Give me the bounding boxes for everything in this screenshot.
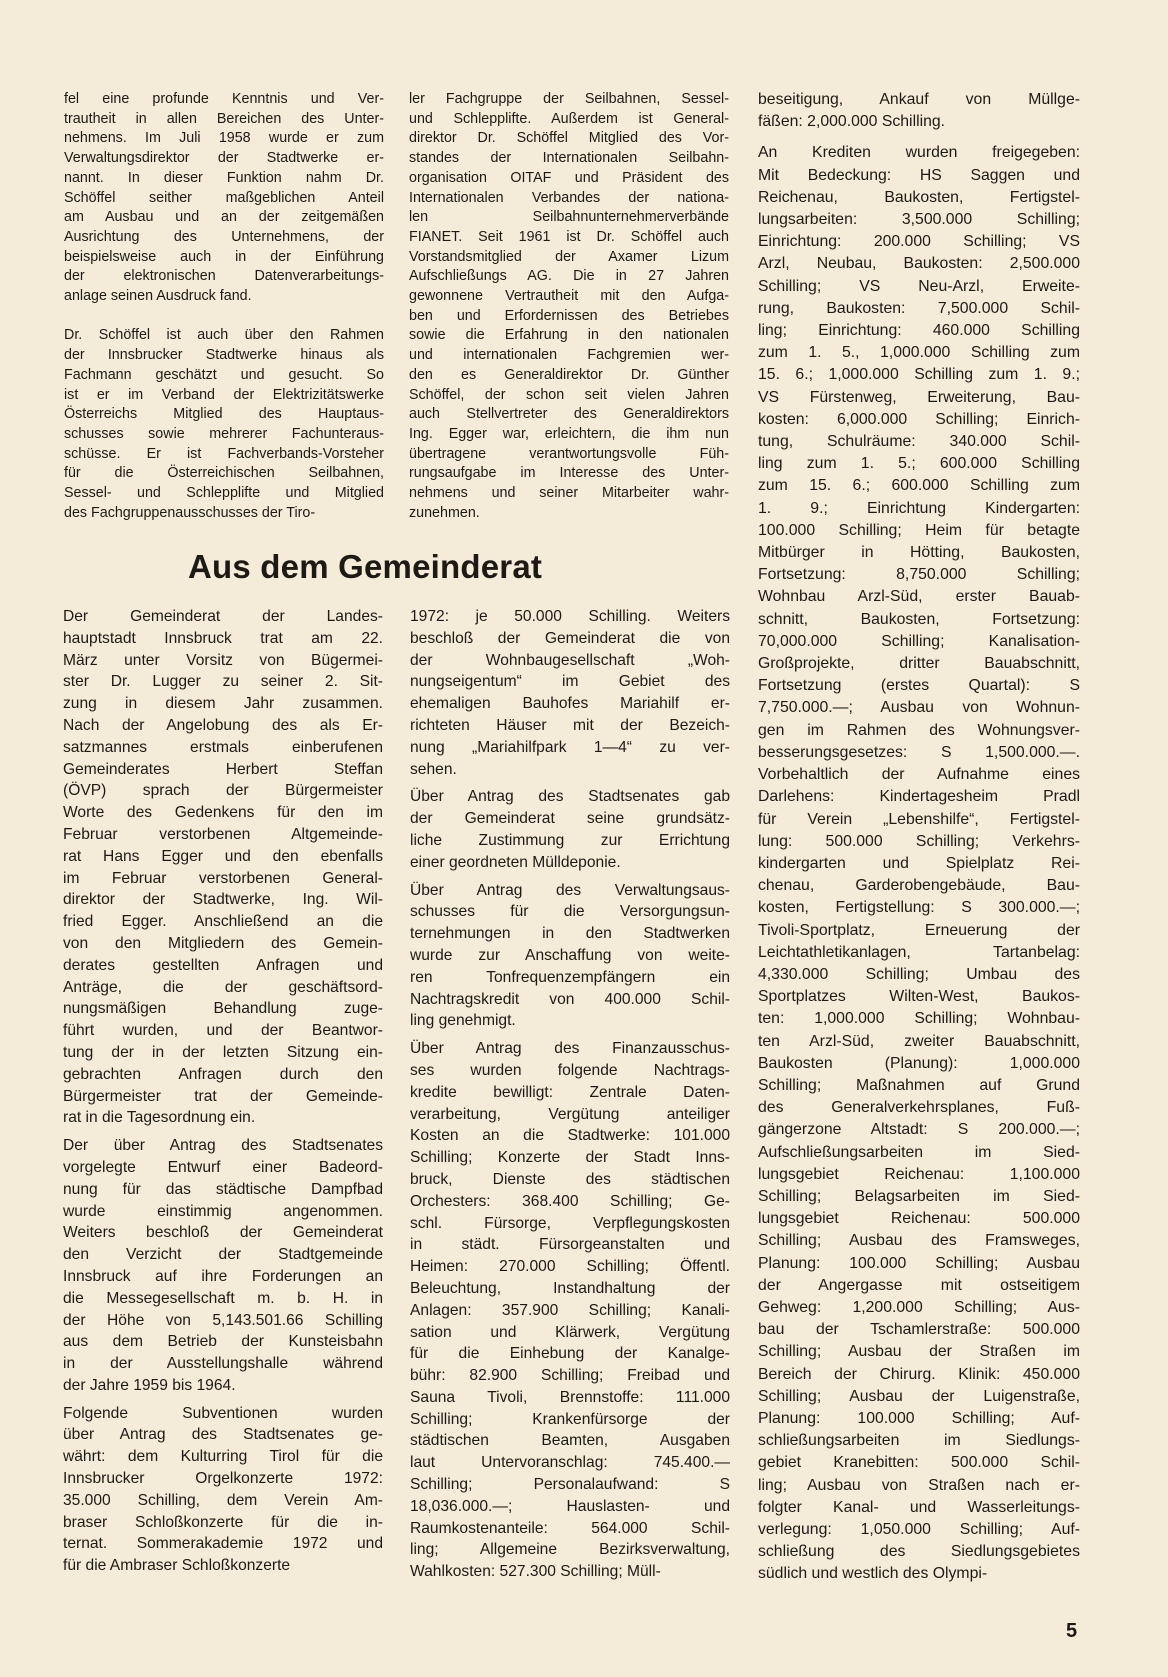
- text-line: lungsgebiet Reichenau: 1,100.000: [758, 1165, 1080, 1183]
- text-line: Baukosten (Planung): 1,000.000: [758, 1054, 1080, 1072]
- text-line: im Februar verstorbenen General-: [63, 869, 383, 887]
- text-line: nehmens. Im Juli 1958 wurde er zum: [64, 130, 384, 147]
- text-line: wurde einstimmig angenommen.: [63, 1202, 383, 1220]
- paragraph: [410, 606, 730, 780]
- text-line: sowie die Erfahrung in den nationalen: [409, 327, 729, 344]
- paragraph: [410, 1038, 730, 1583]
- text-line: ling; Ausbau von Straßen nach er-: [758, 1476, 1080, 1494]
- text-line: der Jahre 1959 bis 1964.: [63, 1376, 236, 1394]
- text-line: schusses für die Versorgungsun-: [410, 903, 730, 921]
- text-line: direktor der Stadtwerke, Ing. Wil-: [63, 891, 383, 909]
- text-line: gängerzone Altstadt: S 200.000.—;: [758, 1121, 1080, 1139]
- paragraph: [758, 89, 1080, 133]
- text-line: ehemaligen Bauhofes Mariahilf er-: [410, 695, 730, 713]
- text-line: Fortsetzung: 8,750.000 Schilling;: [758, 566, 1080, 584]
- text-line: nannt. In dieser Funktion nahm Dr.: [64, 169, 384, 186]
- text-line: Mitbürger in Hötting, Baukosten,: [758, 544, 1080, 562]
- text-line: 100.000 Schilling; Heim für betagte: [758, 521, 1080, 539]
- text-line: Schilling; Ausbau der Straßen im: [758, 1343, 1080, 1361]
- text-line: bühr: 82.900 Schilling; Freibad und: [410, 1367, 730, 1385]
- text-line: Innsbruck auf ihre Forderungen an: [63, 1267, 383, 1285]
- text-line: nungsmäßigen Behandlung zuge-: [63, 1000, 383, 1018]
- text-line: kosten, Fertigstellung: S 300.000.—;: [758, 899, 1080, 917]
- text-line: Gemeinderates Herbert Steffan: [63, 760, 383, 778]
- text-line: Schilling; VS Neu-Arzl, Erweite-: [758, 277, 1080, 295]
- text-line: Sessel- und Schlepplifte und Mitglied: [64, 485, 384, 502]
- text-line: für die Einhebung der Kanalge-: [410, 1345, 730, 1363]
- text-line: braser Schloßkonzerte für die in-: [63, 1513, 383, 1531]
- text-line: besserungsgesetzes: S 1,500.000.—.: [758, 743, 1080, 761]
- text-line: schusses sowie mehrerer Fachunteraus-: [64, 425, 384, 442]
- text-line: Weiters beschloß der Gemeinderat: [63, 1224, 383, 1242]
- text-line: 7,750.000.—; Ausbau von Wohnun-: [758, 699, 1080, 717]
- text-line: rung, Baukosten: 7,500.000 Schil-: [758, 299, 1080, 317]
- text-line: von den Mitgliedern des Gemein-: [63, 934, 383, 952]
- text-line: Schöffel, der schon seit vielen Jahren: [409, 386, 729, 403]
- text-line: Der Gemeinderat der Landes-: [63, 608, 383, 625]
- text-line: und internationalen Fachgremien wer-: [409, 347, 729, 364]
- text-line: Internationalen Verbandes der nationa-: [409, 189, 729, 206]
- text-line: schl. Fürsorge, Verpflegungskosten: [410, 1214, 730, 1232]
- text-line: Wohnbau Arzl-Süd, erster Bauab-: [758, 588, 1080, 606]
- text-line: ster Dr. Lugger zu seiner 2. Sit-: [63, 673, 383, 691]
- text-line: Dr. Schöffel ist auch über den Rahmen: [64, 327, 384, 344]
- text-line: vorgelegte Entwurf einer Badeord-: [63, 1158, 383, 1176]
- text-line: folgter Kanal- und Wasserleitungs-: [758, 1498, 1080, 1516]
- text-line: Tivoli-Sportplatz, Erneuerung der: [758, 921, 1080, 939]
- paragraph: [63, 1403, 383, 1577]
- text-line: Kosten an die Stadtwerke: 101.000: [410, 1127, 730, 1145]
- text-line: kredite bewilligt: Zentrale Daten-: [410, 1083, 730, 1101]
- text-line: ten: 1,000.000 Schilling; Wohnbau-: [758, 1010, 1080, 1028]
- text-line: 4,330.000 Schilling; Umbau des: [758, 965, 1080, 983]
- text-line: Großprojekte, dritter Bauabschnitt,: [758, 655, 1080, 673]
- text-line: Februar verstorbenen Altgemeinde-: [63, 825, 383, 843]
- text-line: VS Fürstenweg, Erweiterung, Bau-: [758, 388, 1080, 406]
- text-line: Einrichtung: 200.000 Schilling; VS: [758, 233, 1080, 251]
- text-line: Bereich der Chirurg. Klinik: 450.000: [758, 1365, 1080, 1383]
- text-line: tung der in der letzten Sitzung ein-: [63, 1043, 383, 1061]
- text-line: in städt. Fürsorgeanstalten und: [410, 1236, 730, 1254]
- text-line: 18,036.000.—; Hauslasten- und: [410, 1497, 730, 1515]
- text-line: bau der Tschamlerstraße: 500.000: [758, 1321, 1080, 1339]
- text-line: Aufschließungsarbeiten im Sied-: [758, 1143, 1080, 1161]
- text-line: Über Antrag des Stadtsenates gab: [410, 788, 730, 806]
- text-line: Nachtragskredit von 400.000 Schil-: [410, 990, 730, 1008]
- right-column: [758, 89, 1080, 1586]
- text-line: ist er im Verband der Elektrizitätswerke: [64, 386, 384, 403]
- text-line: standes der Internationalen Seilbahn-: [409, 150, 729, 167]
- text-line: zung in diesem Jahr zusammen.: [63, 695, 383, 713]
- text-line: Worte des Gedenkens für den im: [63, 804, 383, 822]
- text-line: Schilling; Krankenfürsorge der: [410, 1410, 730, 1428]
- text-line: Schilling; Personalaufwand: S: [410, 1476, 730, 1494]
- text-line: ling genehmigt.: [410, 1012, 516, 1030]
- text-line: ternat. Sommerakademie 1972 und: [63, 1535, 383, 1553]
- text-line: Fachmann geschätzt und gesucht. So: [64, 366, 384, 383]
- text-line: für die Österreichischen Seilbahnen,: [64, 465, 384, 482]
- text-line: nehmens und seiner Mitarbeiter wahr-: [409, 485, 729, 502]
- text-line: Der über Antrag des Stadtsenates: [63, 1137, 383, 1155]
- text-line: Arzl, Neubau, Baukosten: 2,500.000: [758, 255, 1080, 273]
- text-line: des Generalverkehrsplanes, Fuß-: [758, 1099, 1080, 1117]
- text-line: Anträge, die der geschäftsord-: [63, 978, 383, 996]
- text-line: der Höhe von 5,143.501.66 Schilling: [63, 1311, 383, 1329]
- text-line: des Fachgruppenausschusses der Tiro-: [64, 504, 316, 521]
- text-line: für die Ambraser Schloßkonzerte: [63, 1557, 291, 1575]
- text-line: der Wohnbaugesellschaft „Woh-: [410, 651, 730, 669]
- text-line: ler Fachgruppe der Seilbahnen, Sessel-: [409, 91, 729, 107]
- text-line: fel eine profunde Kenntnis und Ver-: [64, 91, 384, 107]
- paragraph: [409, 90, 729, 523]
- text-line: lung: 500.000 Schilling; Verkehrs-: [758, 832, 1080, 850]
- text-line: städtischen Beamten, Ausgaben: [410, 1432, 730, 1450]
- text-line: len Seilbahnunternehmerverbände: [409, 209, 729, 226]
- text-line: beispielsweise auch in der Einführung: [64, 248, 384, 265]
- paragraph: [63, 1135, 383, 1397]
- text-line: schließungsarbeiten im Siedlungs-: [758, 1432, 1080, 1450]
- paragraph: [64, 90, 384, 307]
- text-line: gen im Rahmen des Wohnungsver-: [758, 721, 1080, 739]
- text-line: und Schlepplifte. Außerdem ist General-: [409, 110, 729, 127]
- text-line: der Gemeinderat seine grundsätz-: [410, 810, 730, 828]
- text-line: An Krediten wurden freigegeben:: [758, 144, 1080, 162]
- text-line: die Messegesellschaft m. b. H. in: [63, 1289, 383, 1307]
- paragraph: [64, 326, 384, 523]
- text-line: nung für das städtische Dampfbad: [63, 1180, 383, 1198]
- text-line: liche Zustimmung zur Errichtung: [410, 831, 730, 849]
- top-column-2: [409, 90, 729, 523]
- text-line: bruck, Dienste des städtischen: [410, 1170, 730, 1188]
- text-line: Schilling; Ausbau des Framsweges,: [758, 1232, 1080, 1250]
- text-line: ling; Allgemeine Bezirksverwaltung,: [410, 1541, 730, 1559]
- text-line: einer geordneten Mülldeponie.: [410, 853, 621, 871]
- text-line: Leichtathletikanlagen, Tartanbelag:: [758, 943, 1080, 961]
- text-line: 1972: je 50.000 Schilling. Weiters: [410, 608, 730, 625]
- text-line: den Verzicht der Stadtgemeinde: [63, 1246, 383, 1264]
- text-line: ling zum 1. 5.; 600.000 Schilling: [758, 455, 1080, 473]
- paragraph: [63, 606, 383, 1129]
- text-line: Vorbehaltlich der Aufnahme eines: [758, 766, 1080, 784]
- text-line: führt wurden, und der Beantwor-: [63, 1022, 383, 1040]
- text-line: lungsarbeiten: 3,500.000 Schilling;: [758, 211, 1080, 229]
- text-line: tung, Schulräume: 340.000 Schil-: [758, 433, 1080, 451]
- text-line: Darlehens: Kindertagesheim Pradl: [758, 788, 1080, 806]
- text-line: der Angergasse mit ostseitigem: [758, 1276, 1080, 1294]
- text-line: verlegung: 1,050.000 Schilling; Auf-: [758, 1521, 1080, 1538]
- paragraph: [758, 142, 1080, 1585]
- text-line: derates gestellten Anfragen und: [63, 956, 383, 974]
- text-line: ben und Erfordernissen des Betriebes: [409, 307, 729, 324]
- text-line: Innsbrucker Orgelkonzerte 1972:: [63, 1470, 383, 1488]
- text-line: (ÖVP) sprach der Bürgermeister: [63, 782, 383, 800]
- text-line: 35.000 Schilling, dem Verein Am-: [63, 1491, 383, 1509]
- text-line: Schöffel seither maßgeblichen Anteil: [64, 189, 384, 206]
- text-line: sation und Klärwerk, Vergütung: [410, 1323, 730, 1341]
- text-line: für Verein „Lebenshilfe“, Fertigstel-: [758, 810, 1080, 828]
- text-line: kosten: 6,000.000 Schilling; Einrich-: [758, 410, 1080, 428]
- text-line: Gehweg: 1,200.000 Schilling; Aus-: [758, 1298, 1080, 1316]
- text-line: Fortsetzung (erstes Quartal): S: [758, 677, 1080, 695]
- text-line: den es Generaldirektor Dr. Günther: [409, 366, 729, 383]
- text-line: Schilling; Belagsarbeiten im Sied-: [758, 1187, 1080, 1205]
- text-line: zum 15. 6.; 600.000 Schilling zum: [758, 477, 1080, 495]
- text-line: Sauna Tivoli, Brennstoffe: 111.000: [410, 1388, 730, 1406]
- text-line: wurde zur Anschaffung von weite-: [410, 946, 730, 964]
- text-line: schnitt, Baukosten, Fortsetzung:: [758, 610, 1080, 628]
- text-line: ren Tonfrequenzempfängern ein: [410, 968, 730, 986]
- text-line: gewonnene Vertrautheit mit den Aufga-: [409, 288, 729, 305]
- text-line: richteten Häuser mit der Bezeich-: [410, 716, 730, 734]
- text-line: schließung des Siedlungsgebietes: [758, 1543, 1080, 1561]
- text-line: rungsaufgabe im Interesse des Unter-: [409, 465, 729, 482]
- text-line: Planung: 100.000 Schilling; Auf-: [758, 1409, 1080, 1427]
- text-line: über Antrag des Stadtsenates ge-: [63, 1426, 383, 1444]
- text-line: 15. 6.; 1,000.000 Schilling zum 1. 9.;: [758, 366, 1080, 384]
- text-line: Schilling; Ausbau der Luigenstraße,: [758, 1387, 1080, 1405]
- text-line: Über Antrag des Verwaltungsaus-: [410, 881, 730, 899]
- text-line: ses wurden folgende Nachtrags-: [410, 1061, 730, 1079]
- paragraph: [410, 880, 730, 1033]
- text-line: 70,000.000 Schilling; Kanalisation-: [758, 632, 1080, 650]
- section-heading: Aus dem Gemeinderat: [188, 548, 543, 585]
- text-line: Ausrichtung des Unternehmens, der: [64, 228, 384, 245]
- text-line: nungseigentum“ im Gebiet des: [410, 673, 730, 691]
- text-line: zunehmen.: [409, 504, 480, 521]
- text-line: Anlagen: 357.900 Schilling; Kanali-: [410, 1301, 730, 1319]
- text-line: März unter Vorsitz von Bügermei-: [63, 651, 383, 669]
- bottom-column-2: [410, 606, 730, 1583]
- text-line: Verwaltungsdirektor der Stadtwerke er-: [64, 150, 384, 167]
- text-line: satzmannes erstmals einberufenen: [63, 738, 383, 756]
- page-number: 5: [1066, 1620, 1078, 1642]
- text-line: trautheit in allen Bereichen des Unter-: [64, 110, 384, 127]
- text-line: beseitigung, Ankauf von Müllge-: [758, 91, 1080, 108]
- text-line: FIANET. Seit 1961 ist Dr. Schöffel auch: [409, 228, 729, 245]
- text-line: sehen.: [410, 760, 457, 778]
- text-line: nung „Mariahilfpark 1—4“ zu ver-: [410, 738, 730, 756]
- text-line: gebrachten Anfragen durch den: [63, 1065, 383, 1083]
- text-line: Über Antrag des Finanzausschus-: [410, 1040, 730, 1058]
- text-line: Schilling; Konzerte der Stadt Inns-: [410, 1149, 730, 1167]
- text-line: Vorstandsmitglied der Axamer Lizum: [409, 248, 729, 265]
- text-line: Wahlkosten: 527.300 Schilling; Müll-: [410, 1563, 661, 1581]
- text-line: auch Stellvertreter des Generaldirektors: [409, 406, 729, 423]
- text-line: Nach der Angelobung des als Er-: [63, 716, 383, 734]
- text-line: organisation OITAF und Präsident des: [409, 169, 729, 186]
- text-line: hauptstadt Innsbruck trat am 22.: [63, 629, 383, 647]
- text-line: lungsgebiet Reichenau: 500.000: [758, 1210, 1080, 1228]
- text-line: 1. 9.; Einrichtung Kindergarten:: [758, 499, 1080, 517]
- text-line: ternehmungen in den Stadtwerken: [410, 925, 730, 943]
- text-line: fried Egger. Anschließend an die: [63, 913, 383, 931]
- text-line: währt: dem Kulturring Tirol für die: [63, 1448, 383, 1466]
- text-line: zum 1. 5., 1,000.000 Schilling zum: [758, 344, 1080, 362]
- text-line: Planung: 100.000 Schilling; Ausbau: [758, 1254, 1080, 1272]
- text-line: Reichenau, Baukosten, Fertigstel-: [758, 188, 1080, 206]
- text-line: Aufschließungs AG. Die in 27 Jahren: [409, 268, 729, 285]
- text-line: anlage seinen Ausdruck fand.: [64, 288, 252, 305]
- text-line: Sportplatzes Wilten-West, Baukos-: [758, 988, 1080, 1006]
- text-line: Mit Bedeckung: HS Saggen und: [758, 166, 1080, 184]
- text-line: ten Arzl-Süd, zweiter Bauabschnitt,: [758, 1032, 1080, 1050]
- text-line: laut Untervoranschlag: 745.400.—: [410, 1454, 730, 1472]
- text-line: chenau, Garderobengebäude, Bau-: [758, 877, 1080, 895]
- text-line: kindergarten und Spielplatz Rei-: [758, 854, 1080, 872]
- text-line: der Innsbrucker Stadtwerke hinaus als: [64, 347, 384, 364]
- text-line: rat in die Tagesordnung ein.: [63, 1109, 256, 1127]
- top-column-1: [64, 90, 384, 523]
- text-line: Ing. Egger war, erleichtern, die ihm nun: [409, 425, 729, 442]
- text-line: beschloß der Gemeinderat die von: [410, 629, 730, 647]
- text-line: am Ausbau und an der zeitgemäßen: [64, 209, 384, 226]
- paragraph: [410, 786, 730, 873]
- text-line: Schilling; Maßnahmen auf Grund: [758, 1076, 1080, 1094]
- text-line: Beleuchtung, Instandhaltung der: [410, 1279, 730, 1297]
- text-line: verarbeitung, Vergütung anteiliger: [410, 1105, 730, 1123]
- text-line: aus dem Betrieb der Kunsteisbahn: [63, 1333, 383, 1351]
- text-line: der elektronischen Datenverarbeitungs-: [64, 268, 384, 285]
- text-line: Bürgermeister trat der Gemeinde-: [63, 1087, 383, 1105]
- text-line: Raumkostenanteile: 564.000 Schil-: [410, 1519, 730, 1537]
- text-line: südlich und westlich des Olympi-: [758, 1565, 988, 1583]
- text-line: Folgende Subventionen wurden: [63, 1404, 383, 1422]
- text-line: fäßen: 2,000.000 Schilling.: [758, 113, 946, 131]
- bottom-column-1: [63, 606, 383, 1577]
- text-line: übertragene verantwortungsvolle Füh-: [409, 445, 729, 462]
- text-line: Österreichs Mitglied des Hauptaus-: [64, 406, 384, 423]
- text-line: ling; Einrichtung: 460.000 Schilling: [758, 322, 1080, 340]
- text-line: direktor Dr. Schöffel Mitglied des Vor-: [409, 130, 729, 147]
- text-line: Heimen: 270.000 Schilling; Öffentl.: [410, 1258, 730, 1276]
- text-line: in der Ausstellungshalle während: [63, 1355, 383, 1373]
- text-line: gebiet Kranebitten: 500.000 Schil-: [758, 1454, 1080, 1472]
- text-line: schüsse. Er ist Fachverbands-Vorsteher: [64, 445, 384, 462]
- text-line: Orchesters: 368.400 Schilling; Ge-: [410, 1192, 730, 1210]
- text-line: rat Hans Egger und den ebenfalls: [63, 847, 383, 865]
